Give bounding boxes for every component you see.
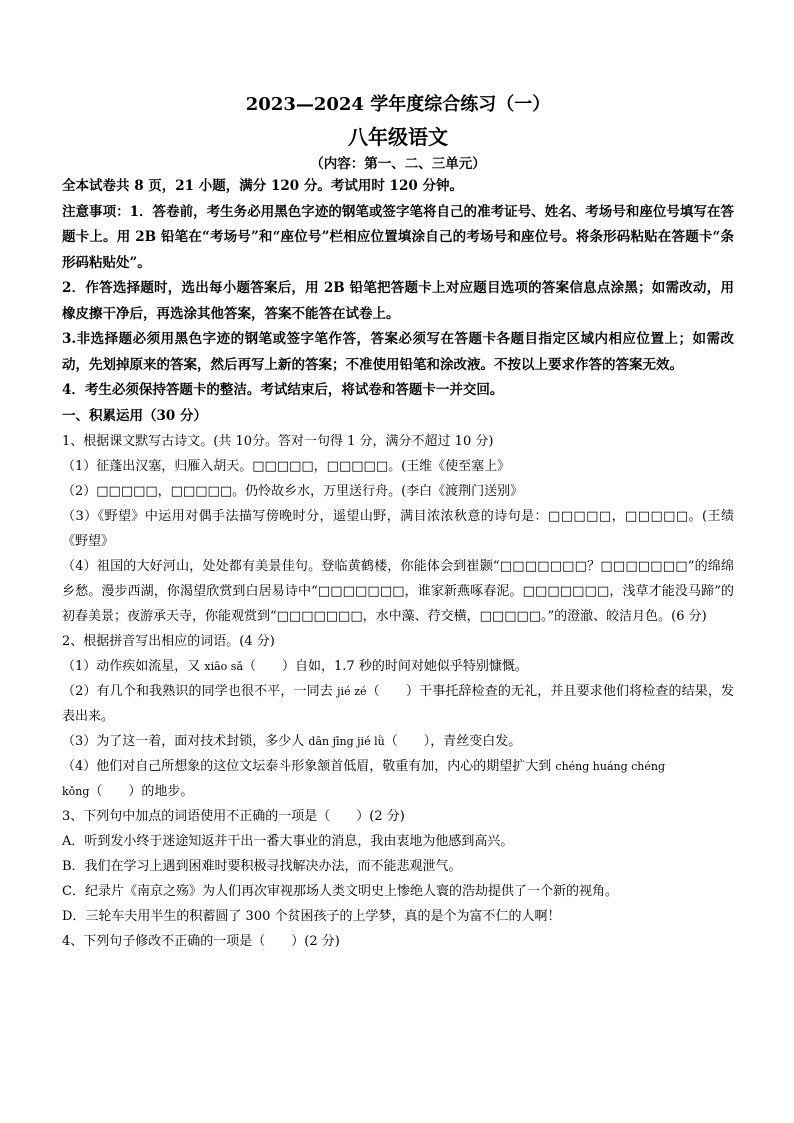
question-2-stem: 2、根据拼音写出相应的词语。(4 分) xyxy=(62,633,275,649)
question-1-item-2: （2）□□□□□，□□□□□。仍怜故乡水，万里送行舟。(李白《渡荆门送别》 xyxy=(62,483,524,499)
instruction-1: 注意事项：1．答卷前，考生务必用黑色字迹的钢笔或签字笔将自己的准考证号、姓名、考场号和座位号填写在答题卡上。用 2B 铅笔在“考场号”和“座位号”栏相应位置填涂自己的考场号和座位号。将条形码粘贴在答题卡“条形码粘贴处”。 xyxy=(62,203,734,271)
question-2-item-3: （3）为了这一着，面对技术封锁，多少人 dān jīng jié lǜ（ ），青丝变白发。 xyxy=(62,733,522,749)
instruction-2: 2．作答选择题时，选出每小题答案后，用 2B 铅笔把答题卡上对应题目选项的答案信息点涂黑；如需改动，用橡皮擦干净后，再选涂其他答案，答案不能答在试卷上。 xyxy=(62,280,734,322)
question-2-item-2: （2）有几个和我熟识的同学也很不平，一同去 jié zé（ ）干事托辞检查的无礼，并且要求他们将检查的结果，发表出来。 xyxy=(62,683,734,724)
question-1-item-1: （1）征蓬出汉塞，归雁入胡天。□□□□□，□□□□□。(王维《使至塞上》 xyxy=(62,458,511,474)
question-1-stem: 1、根据课文默写古诗文。(共 10分。答对一句得 1 分，满分不超过 10 分) xyxy=(62,433,494,449)
question-3-option-d: D．三轮车夫用半生的积蓄圆了 300 个贫困孩子的上学梦，真的是个为富不仁的人啊！ xyxy=(62,908,561,924)
question-1-item-4: （4）祖国的大好河山，处处都有美景佳句。登临黄鹤楼，你能体会到崔颢“□□□□□□□？□□□□□□□”的绵绵乡愁。漫步西湖，你渴望欣赏到白居易诗中“□□□□□□□，谁家新燕啄春泥。□□□□□□□，浅草才能没马蹄”的初春美景；夜游承天寺，你能观赏到“□□□□□□□，水中藻、荇交横，□□□□□。”的澄澈、皎洁月色。(6 分) xyxy=(62,558,734,624)
question-2-item-4: （4）他们对自己所想象的这位文坛泰斗形象颔首低眉，敬重有加，内心的期望扩大到 chéng huáng chéng kǒng（ ）的地步。 xyxy=(62,758,666,799)
exam-overview: 全本试卷共 8 页，21 小题，满分 120 分。考试用时 120 分钟。 xyxy=(62,178,463,194)
pinyin: kǒng xyxy=(62,784,90,798)
question-3-option-c: C．纪录片《南京之殇》为人们再次审视那场人类文明史上惨绝人寰的浩劫提供了一个新的视角。 xyxy=(62,883,618,899)
exam-page xyxy=(62,92,734,954)
instruction-3: 3.非选择题必须用黑色字迹的钢笔或签字笔作答，答案必须写在答题卡各题目指定区域内相应位置上；如需改动，先划掉原来的答案，然后再写上新的答案；不准使用铅笔和涂改液。不按以上要求作答的答案无效。 xyxy=(62,331,734,373)
pinyin: jié zé xyxy=(337,684,367,698)
pinyin: xiāo sǎ xyxy=(204,659,244,673)
question-2-item-1: （1）动作疾如流星，又 xiāo sǎ（ ）自如，1.7 秒的时间对她似乎特别慷慨。 xyxy=(62,658,528,674)
question-4-stem: 4、下列句子修改不正确的一项是（ ）(2 分) xyxy=(62,933,340,949)
content-range: （内容：第一、二、三单元） xyxy=(310,156,486,172)
section-heading: 一、积累运用（30 分） xyxy=(62,407,207,424)
exam-subtitle: 八年级语文 xyxy=(348,125,448,149)
pinyin: dān jīng jié lǜ xyxy=(308,734,385,748)
exam-title: 2023—2024 学年度综合练习（一） xyxy=(245,94,551,115)
question-3-stem: 3、下列句中加点的词语使用不正确的一项是（ ）(2 分) xyxy=(62,808,405,824)
question-3-option-b: B．我们在学习上遇到困难时要积极寻找解决办法，而不能悲观泄气。 xyxy=(62,858,462,874)
pinyin: chéng huáng chéng xyxy=(555,759,666,773)
instruction-4: 4．考生必须保持答题卡的整洁。考试结束后，将试卷和答题卡一并交回。 xyxy=(62,382,504,398)
question-3-option-a: A．听到发小终于迷途知返并干出一番大事业的消息，我由衷地为他感到高兴。 xyxy=(62,833,514,849)
question-1-item-3: （3）《野望》中运用对偶手法描写傍晚时分，遥望山野，满目浓浓秋意的诗句是：□□□□□，□□□□□。(王绩《野望》 xyxy=(62,508,734,549)
